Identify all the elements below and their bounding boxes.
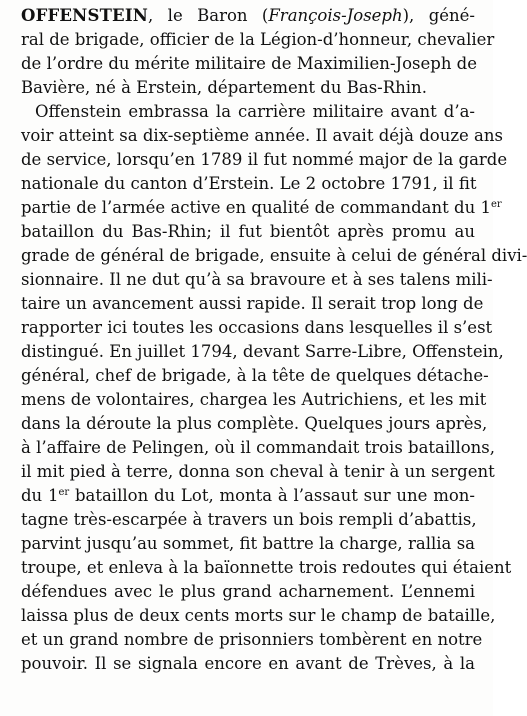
text-span: ), géné- bbox=[402, 6, 475, 25]
text-line: parvint jusqu’au sommet, fit battre la charge, rallia sa bbox=[21, 534, 475, 553]
paragraph-start-line: Offenstein embrassa la carrière militaire avant d’a- bbox=[35, 102, 475, 121]
text-line: dans la déroute la plus complète. Quelques jours après, bbox=[21, 414, 488, 433]
text-line: sionnaire. Il ne dut qu’à sa bravoure et à ses talens mili- bbox=[21, 270, 493, 289]
text-line: laissa plus de deux cents morts sur le champ de bataille, bbox=[21, 606, 496, 625]
text-line: nationale du canton d’Erstein. Le 2 octobre 1791, il fit bbox=[21, 174, 477, 193]
text-line: à l’affaire de Pelingen, où il commandait trois bataillons, bbox=[21, 438, 495, 457]
text-line: de service, lorsqu’en 1789 il fut nommé major de la garde bbox=[21, 150, 508, 169]
text-line: ral de brigade, officier de la Légion-d’honneur, chevalier bbox=[21, 30, 495, 49]
text-span: partie de l’armée active en qualité de commandant du 1 bbox=[21, 198, 491, 217]
text-line: taire un avancement aussi rapide. Il serait trop long de bbox=[21, 294, 484, 313]
text-line bbox=[21, 196, 502, 220]
text-line: défendues avec le plus grand acharnement. L’ennemi bbox=[21, 582, 475, 601]
given-names: François-Joseph bbox=[268, 6, 403, 25]
text-line: général, chef de brigade, à la tête de quelques détache- bbox=[21, 366, 489, 385]
text-line: grade de général de brigade, ensuite à celui de général divi- bbox=[21, 246, 527, 265]
text-span: bataillon du Lot, monta à l’assaut sur une mon- bbox=[69, 486, 475, 505]
text-line: bataillon du Bas-Rhin; il fut bientôt après promu au bbox=[21, 222, 475, 241]
text-line: pouvoir. Il se signala encore en avant de Trèves, à la bbox=[21, 654, 475, 673]
text-span: du 1 bbox=[21, 486, 59, 505]
text-span: , le Baron ( bbox=[148, 6, 269, 25]
entry-name: OFFENSTEIN bbox=[21, 6, 149, 25]
text-line: rapporter ici toutes les occasions dans lesquelles il s’est bbox=[21, 318, 493, 337]
text-line: distingué. En juillet 1794, devant Sarre-Libre, Offenstein, bbox=[21, 342, 504, 361]
text-line: de l’ordre du mérite militaire de Maximilien-Joseph de bbox=[21, 54, 478, 73]
superscript: er bbox=[58, 487, 70, 498]
text-line bbox=[21, 4, 475, 28]
text-line: troupe, et enleva à la baïonnette trois redoutes qui étaient bbox=[21, 558, 512, 577]
text-line: mens de volontaires, chargea les Autrichiens, et les mit bbox=[21, 390, 487, 409]
text-line: Bavière, né à Erstein, département du Bas-Rhin. bbox=[21, 78, 427, 97]
superscript: er bbox=[490, 199, 502, 210]
text-line: tagne très-escarpée à travers un bois rempli d’abattis, bbox=[21, 510, 477, 529]
text-line: et un grand nombre de prisonniers tombèrent en notre bbox=[21, 630, 483, 649]
text-line bbox=[21, 484, 475, 508]
text-line: voir atteint sa dix-septième année. Il avait déjà douze ans bbox=[21, 126, 503, 145]
text-line: il mit pied à terre, donna son cheval à tenir à un sergent bbox=[21, 462, 495, 481]
